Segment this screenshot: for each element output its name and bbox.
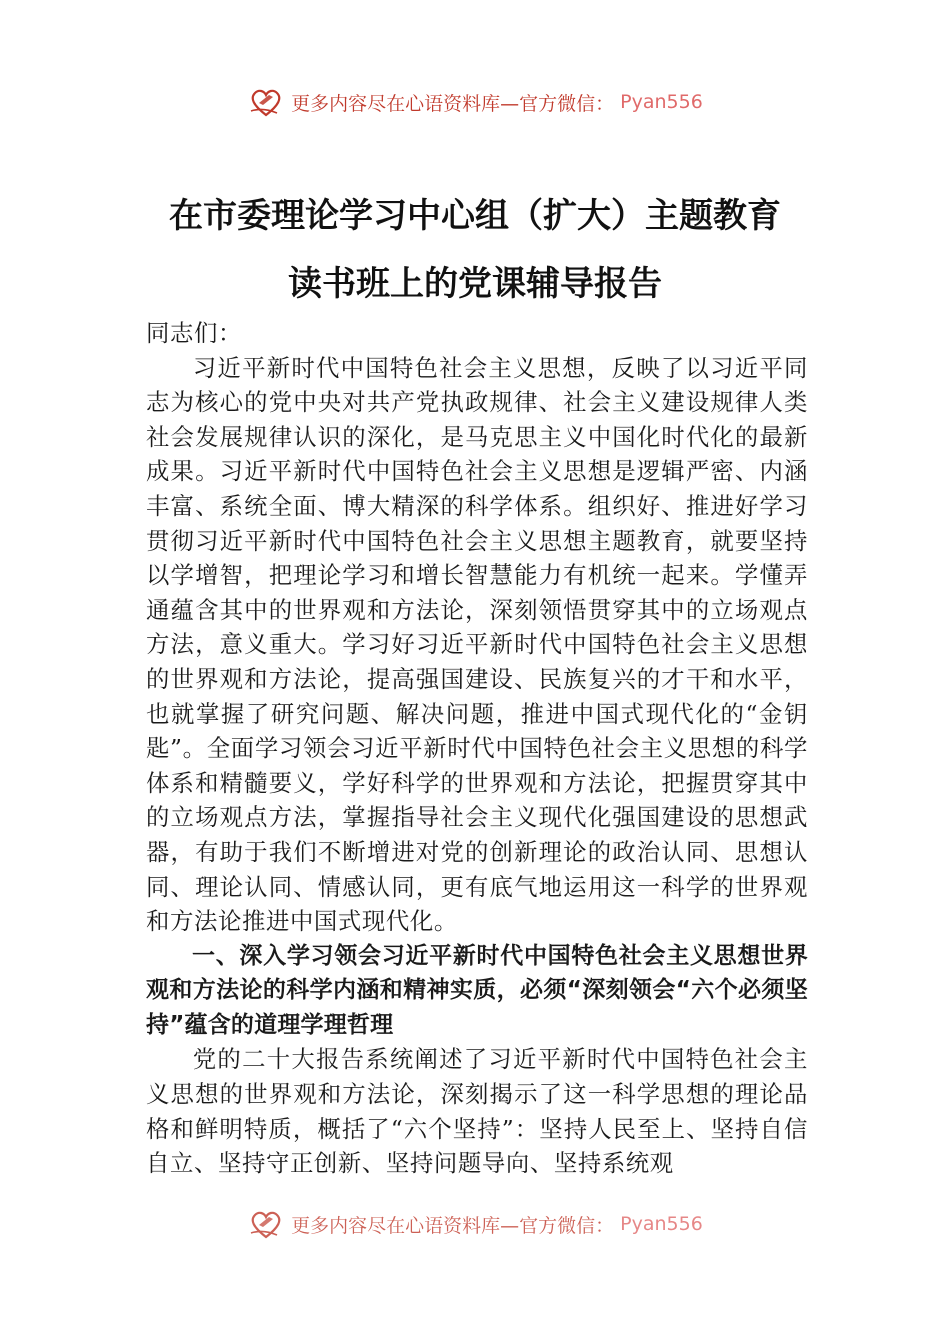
watermark-banner-top xyxy=(0,82,950,122)
document-body xyxy=(146,316,808,1181)
document-title-line-2: 读书班上的党课辅导报告 xyxy=(288,264,662,304)
watermark-logo-icon xyxy=(247,85,285,119)
watermark-text: 更多内容尽在心语资料库—官方微信： xyxy=(291,1214,615,1237)
document-title-line-1: 在市委理论学习中心组（扩大）主题教育 xyxy=(169,196,781,236)
paragraph-2: 党的二十大报告系统阐述了习近平新时代中国特色社会主义思想的世界观和方法论，深刻揭示了这一科学思想的理论品格和鲜明特质，概括了“六个坚持”：坚持人民至上、坚持自信自立、坚持守正创新、坚持问题导向、坚持系统观 xyxy=(146,1045,808,1178)
watermark-text: 更多内容尽在心语资料库—官方微信： xyxy=(291,92,615,115)
watermark-wechat: Pyan556 xyxy=(620,91,703,113)
paragraph-1: 习近平新时代中国特色社会主义思想，反映了以习近平同志为核心的党中央对共产党执政规律、社会主义建设规律人类社会发展规律认识的深化，是马克思主义中国化时代化的最新成果。习近平新时代中国特色社会主义思想是逻辑严密、内涵丰富、系统全面、博大精深的科学体系。组织好、推进好学习贯彻习近平新时代中国特色社会主义思想主题教育，就要坚持以学增智，把理论学习和增长智慧能力有机统一起来。学懂弄通蕴含其中的世界观和方法论，深刻领悟贯穿其中的立场观点方法，意义重大。学习好习近平新时代中国特色社会主义思想的世界观和方法论，提高强国建设、民族复兴的才干和水平，也就掌握了研究问题、解决问题，推进中国式现代化的“金钥匙”。全面学习领会习近平新时代中国特色社会主义思想的科学体系和精髓要义，学好科学的世界观和方法论，把握贯穿其中的立场观点方法，掌握指导社会主义现代化强国建设的思想武器，有助于我们不断增进对党的创新理论的政治认同、思想认同、理论认同、情感认同，更有底气地运用这一科学的世界观和方法论推进中国式现代化。 xyxy=(146,353,808,936)
watermark-wechat: Pyan556 xyxy=(620,1213,703,1235)
greeting: 同志们： xyxy=(146,319,242,347)
watermark-logo-icon xyxy=(247,1207,285,1241)
section-heading-1: 一、深入学习领会习近平新时代中国特色社会主义思想世界观和方法论的科学内涵和精神实质，必须“深刻领会“六个必须坚持”蕴含的道理学理哲理 xyxy=(146,942,808,1038)
watermark-banner-bottom xyxy=(0,1204,950,1244)
